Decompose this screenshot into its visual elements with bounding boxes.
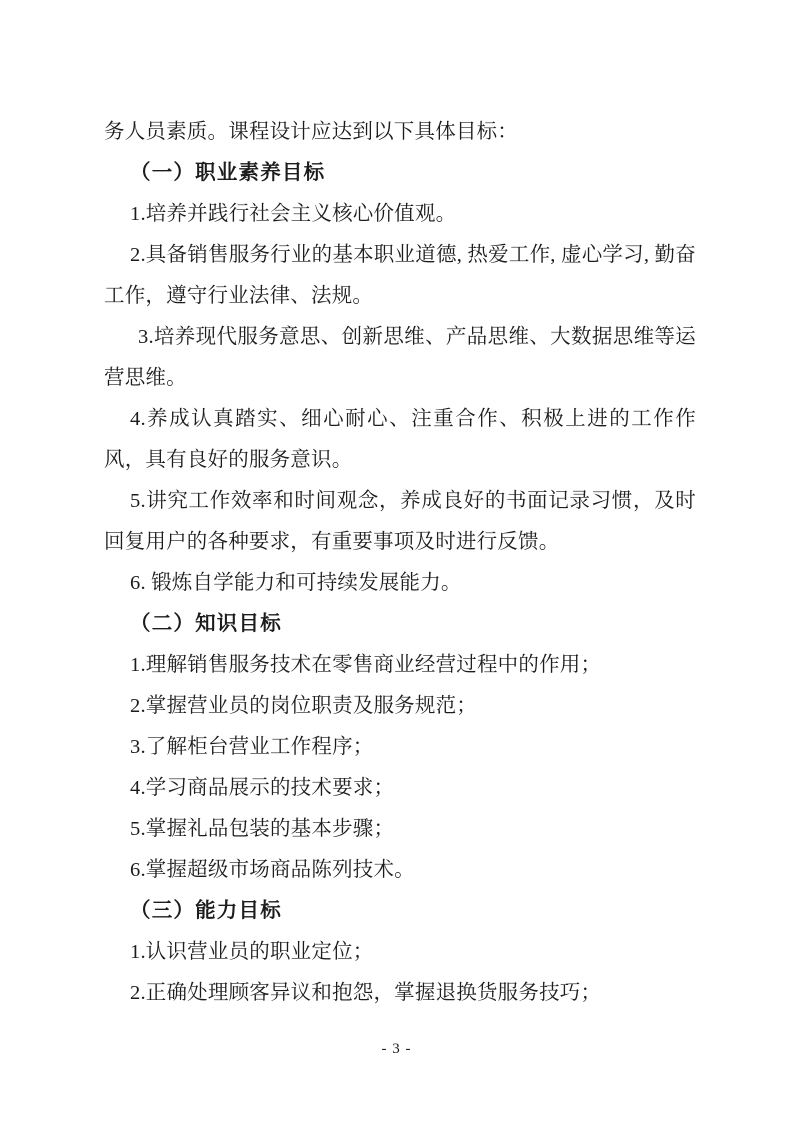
section-heading-knowledge-objectives: （二）知识目标: [130, 613, 282, 635]
list-item: 4.学习商品展示的技术要求；: [130, 777, 395, 799]
list-item: 1.理解销售服务技术在零售商业经营过程中的作用；: [130, 654, 602, 676]
section-heading-ability-objectives: （三）能力目标: [130, 900, 282, 922]
list-item: 2.正确处理顾客异议和抱怨，掌握退换货服务技巧；: [130, 982, 602, 1004]
list-item: 2.掌握营业员的岗位职责及服务规范；: [130, 695, 477, 717]
list-item: 4.养成认真踏实、细心耐心、注重合作、积极上进的工作作风，具有良好的服务意识。: [104, 408, 696, 471]
page-number: - 3 -: [381, 1041, 412, 1057]
paragraph-continuation: 务人员素质。课程设计应达到以下具体目标：: [104, 121, 518, 143]
list-item: 5.掌握礼品包装的基本步骤；: [130, 818, 395, 840]
list-item: 2.具备销售服务行业的基本职业道德, 热爱工作, 虚心学习, 勤奋工作，遵守行业法律、法规。: [104, 244, 696, 307]
list-item: 1.认识营业员的职业定位；: [130, 941, 374, 963]
list-item: 3.了解柜台营业工作程序；: [130, 736, 374, 758]
section-heading-professional-literacy: （一）职业素养目标: [130, 162, 326, 184]
list-item: 1.培养并践行社会主义核心价值观。: [130, 203, 457, 225]
page-content: [104, 112, 696, 1014]
list-item: 3.培养现代服务意思、创新思维、产品思维、大数据思维等运营思维。: [104, 326, 696, 389]
list-item: 6.掌握超级市场商品陈列技术。: [130, 859, 415, 881]
list-item: 6. 锻炼自学能力和可持续发展能力。: [130, 572, 462, 594]
list-item: 5.讲究工作效率和时间观念，养成良好的书面记录习惯，及时回复用户的各种要求，有重要事项及时进行反馈。: [104, 490, 696, 553]
